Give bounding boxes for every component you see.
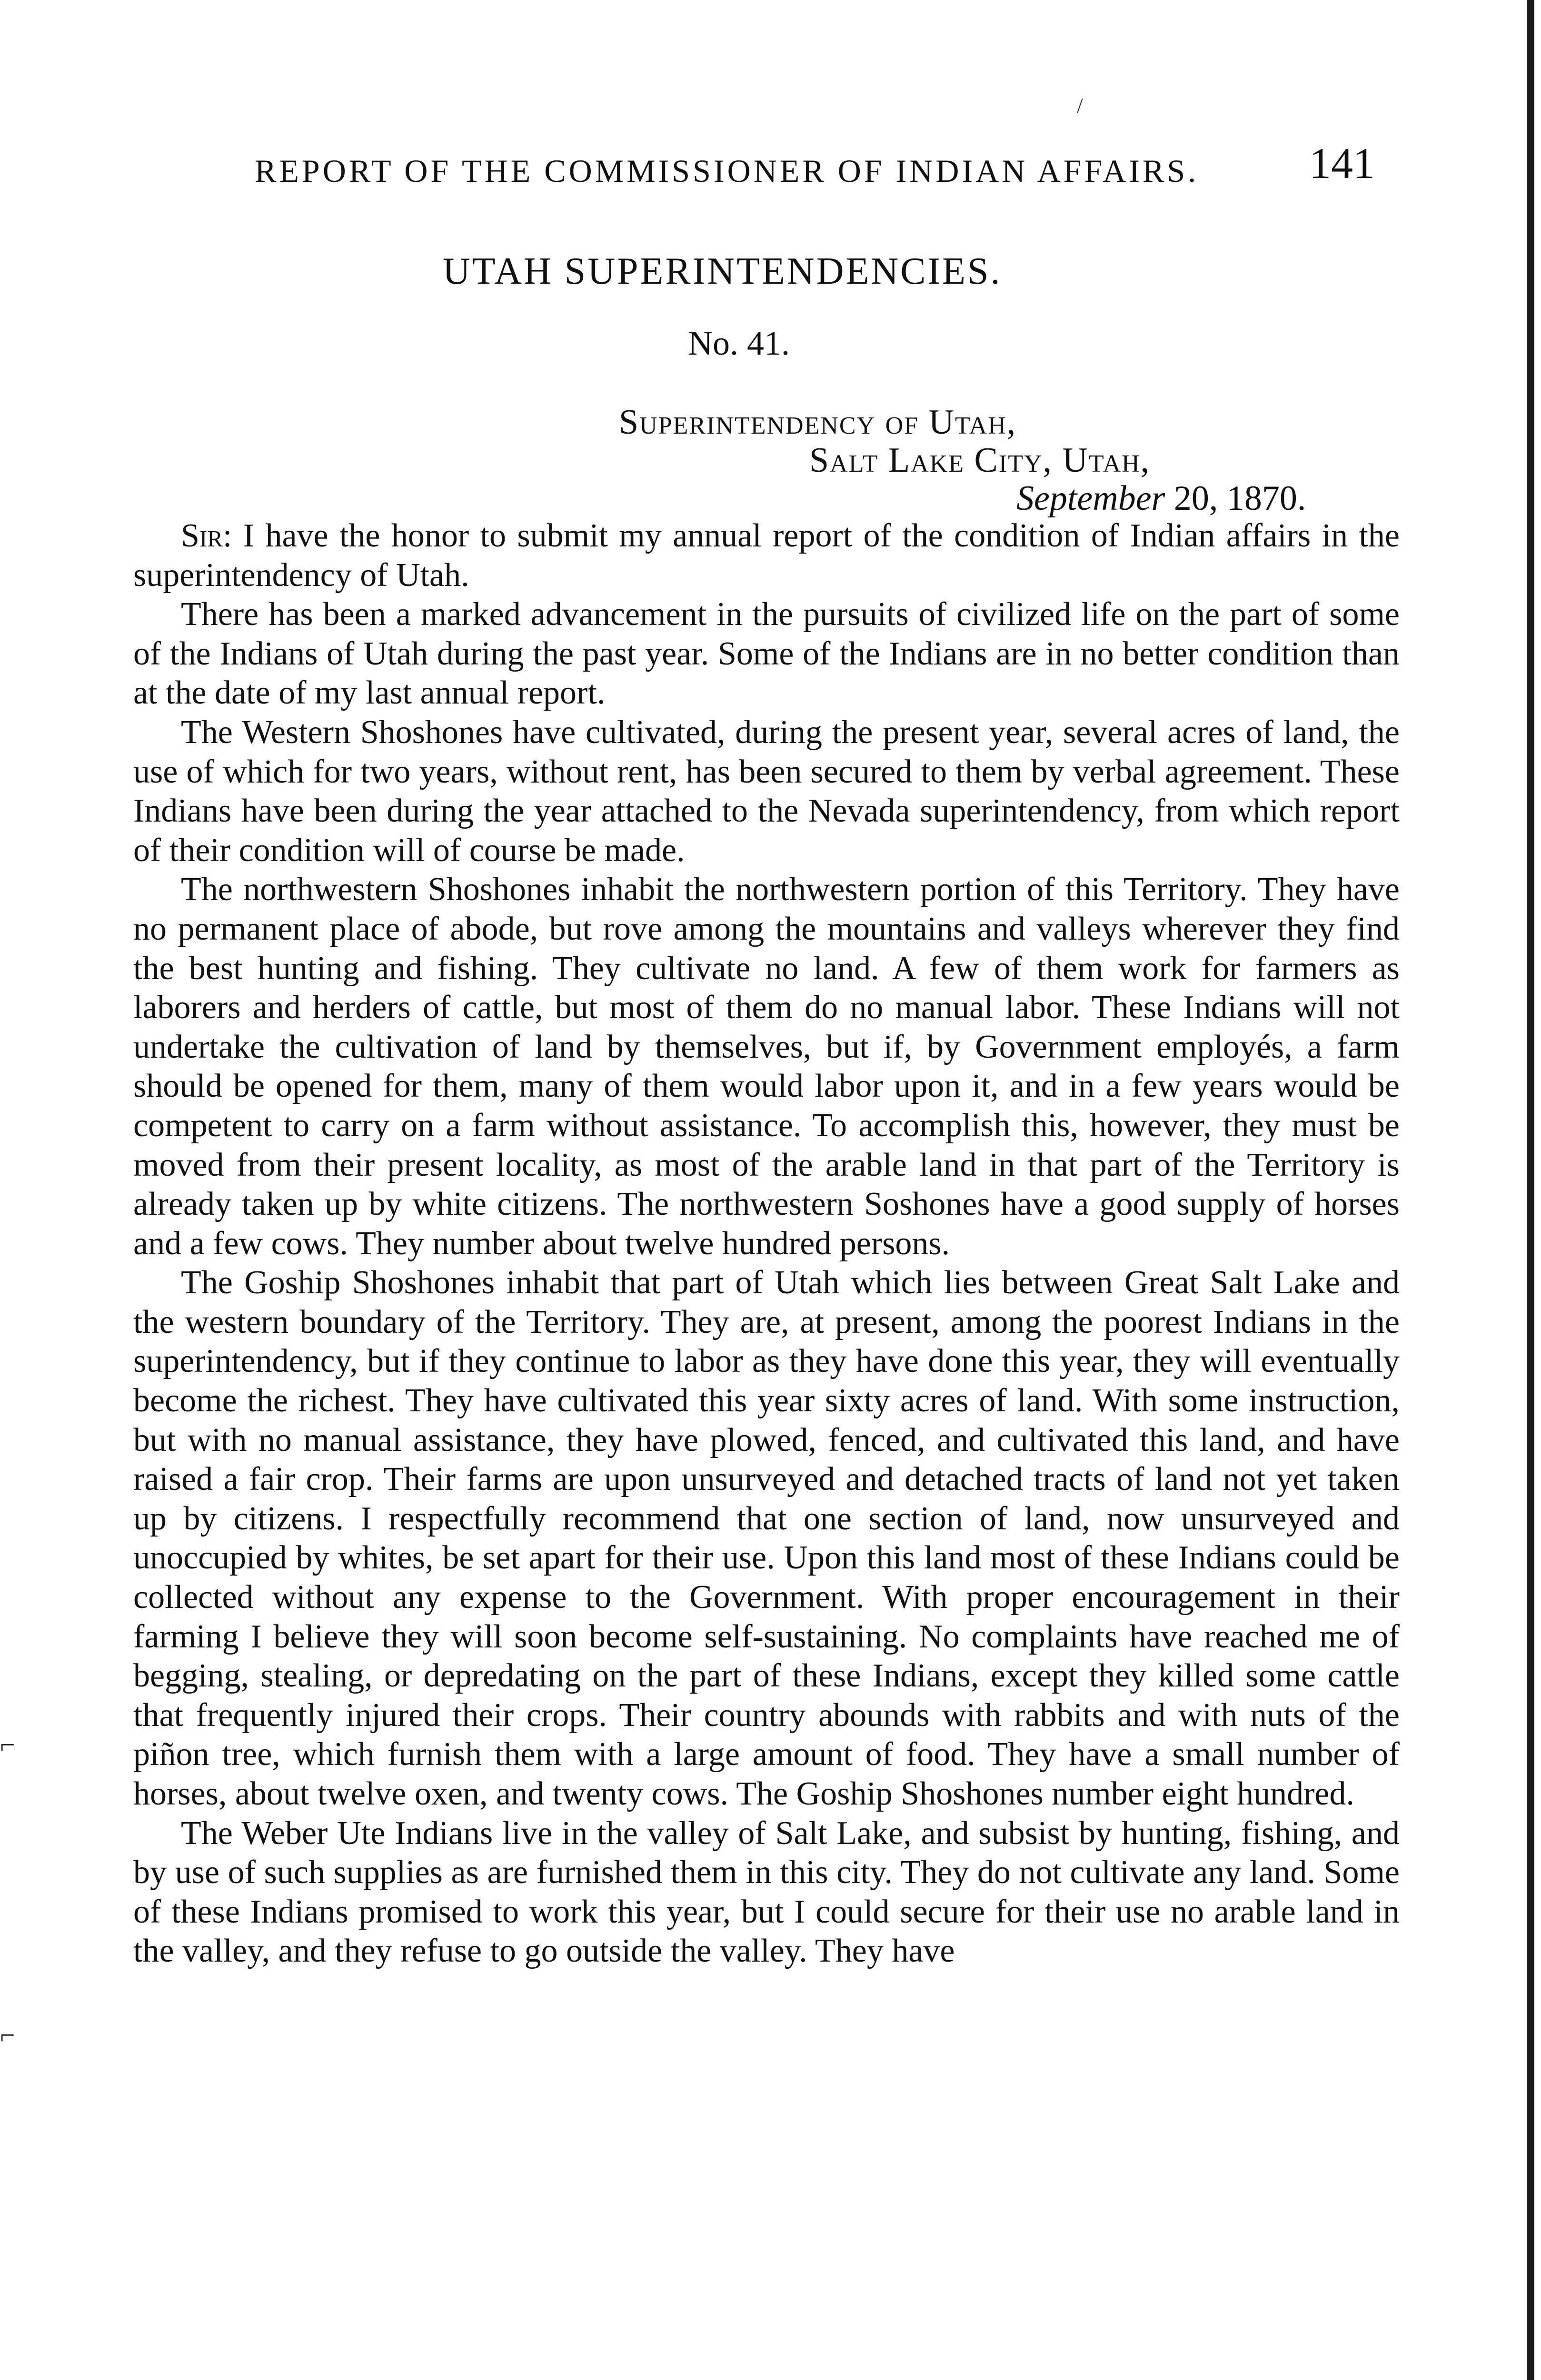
opening-text: I have the honor to submit my annual report of the condition of Indian affairs in the superintendency of Utah.: [133, 517, 1400, 594]
stray-pen-mark: /: [1077, 93, 1083, 118]
margin-mark-upper: ⌐: [0, 1730, 15, 1760]
letterhead-place: Salt Lake City, Utah,: [809, 441, 1151, 480]
document-number: No. 41.: [688, 324, 790, 362]
salutation: Sir:: [181, 517, 232, 554]
paragraph-advancement: There has been a marked advancement in the pursuits of civilized life on the part of some of the Indians of Utah during the past year. Some of the Indians are in no better condition than at the date of my last annual report.: [133, 596, 1400, 712]
page-edge-shadow: [1527, 0, 1534, 2380]
paragraph-goship-shoshones: The Goship Shoshones inhabit that part of Utah which lies between Great Salt Lake and the western boundary of the Territory. They are, at present, among the poorest Indians in the superintendency, but if they continue to labor as they have done this year, they will eventually become the richest. They have cultivated this year sixty acres of land. With some instruction, but with no manual assistance, they have plowed, fenced, and cultivated this land, and have raised a fair crop. Their farms are upon unsurveyed and detached tracts of land not yet taken up by citizens. I respectfully recommend that one section of land, now unsurveyed and unoccupied by whites, be set apart for their use. Upon this land most of these Indians could be collected without any expense to the Government. With proper encouragement in their farming I believe they will soon become self-sustaining. No complaints have reached me of begging, stealing, or depredating on the part of these Indians, except they killed some cattle that frequently injured their crops. Their country abounds with rabbits and with nuts of the piñon tree, which furnish them with a large amount of food. They have a small number of horses, about twelve oxen, and twenty cows. The Goship Shoshones number eight hundred.: [133, 1264, 1400, 1812]
date-day-year: 20, 1870.: [1165, 479, 1306, 518]
page-number: 141: [1309, 139, 1375, 188]
paragraph-opening: [133, 516, 1400, 595]
paragraph-western-shoshones: The Western Shoshones have cultivated, during the present year, several acres of land, the use of which for two years, without rent, has been secured to them by verbal agreement. These Indians have been during the year attached to the Nevada superintendency, from which report of their condition will of course be made.: [133, 714, 1400, 869]
paragraph-northwestern-shoshones: The northwestern Shoshones inhabit the northwestern portion of this Territory. They have no permanent place of abode, but rove among the mountains and valleys wherever they find the best hunting and fishing. They cultivate no land. A few of them work for farmers as laborers and herders of cattle, but most of them do no manual labor. These Indians will not undertake the cultivation of land by themselves, but if, by Government employés, a farm should be opened for them, many of them would labor upon it, and in a few years would be competent to carry on a farm without assistance. To accomplish this, however, they must be moved from their present locality, as most of the arable land in that part of the Territory is already taken up by white citizens. The northwestern Soshones have a good supply of horses and a few cows. They number about twelve hundred persons.: [133, 871, 1400, 1262]
letterhead-office: Superintendency of Utah,: [619, 403, 1017, 442]
section-title: UTAH SUPERINTENDENCIES.: [443, 250, 1002, 292]
margin-mark-lower: ⌐: [0, 2021, 15, 2050]
letter-body: [133, 516, 1400, 1971]
letterhead-date: [1016, 478, 1306, 519]
date-month: September: [1016, 479, 1165, 518]
running-head: [255, 138, 1397, 190]
running-head-title: REPORT OF THE COMMISSIONER OF INDIAN AFFAIRS.: [255, 153, 1199, 189]
paragraph-weber-ute: The Weber Ute Indians live in the valley of Salt Lake, and subsist by hunting, fishing, and by use of such supplies as are furnished them in this city. They do not cultivate any land. Some of these Indians promised to work this year, but I could secure for their use no arable land in the valley, and they refuse to go outside the valley. They have: [133, 1815, 1400, 1970]
